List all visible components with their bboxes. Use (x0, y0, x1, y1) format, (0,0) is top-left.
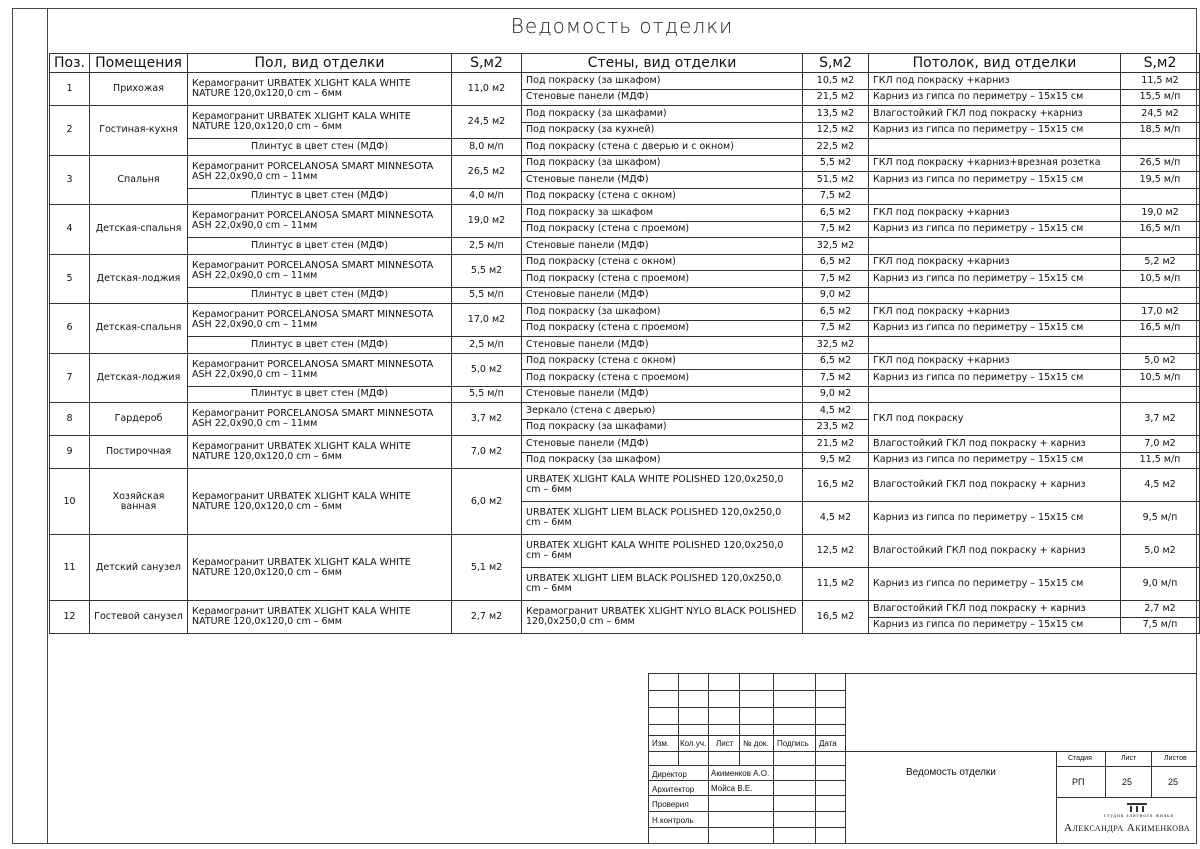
floor-finish: Керамогранит URBATEK XLIGHT KALA WHITE NATURE 120,0х120,0 cm – 6мм (188, 535, 452, 601)
page-title: Ведомость отделки (510, 14, 734, 38)
ceiling-area: 16,5 м/п (1121, 221, 1200, 238)
wall-finish: Под покраску (стена с проемом) (522, 320, 803, 337)
wall-area: 7,5 м2 (803, 188, 869, 205)
stamp-stage-label: Стадия (1068, 755, 1092, 762)
ceiling-area: 19,0 м2 (1121, 205, 1200, 222)
wall-finish: Под покраску (стена с проемом) (522, 221, 803, 238)
floor-finish: Керамогранит PORCELANOSA SMART MINNESOTA ASH 22,0х90,0 cm – 11мм (188, 155, 452, 188)
room-position: 8 (50, 403, 90, 436)
ceiling-finish: ГКЛ под покраску +карниз (869, 205, 1121, 222)
wall-area: 6,5 м2 (803, 304, 869, 321)
wall-finish: Стеновые панели (МДФ) (522, 172, 803, 189)
stamp-role-normcontrol: Н.контроль (652, 816, 694, 825)
room-position: 2 (50, 106, 90, 156)
room-position: 5 (50, 254, 90, 304)
ceiling-finish: ГКЛ под покраску +карниз+врезная розетка (869, 155, 1121, 172)
baseboard-finish: Плинтус в цвет стен (МДФ) (188, 139, 452, 156)
wall-finish: Стеновые панели (МДФ) (522, 337, 803, 354)
ceiling-finish: ГКЛ под покраску +карниз (869, 254, 1121, 271)
table-row (50, 469, 1200, 502)
table-row (50, 353, 1200, 370)
wall-finish: Под покраску (за шкафами) (522, 106, 803, 123)
wall-area: 7,5 м2 (803, 320, 869, 337)
floor-area: 2,5 м/п (452, 337, 522, 354)
floor-finish: Керамогранит PORCELANOSA SMART MINNESOTA ASH 22,0х90,0 cm – 11мм (188, 353, 452, 386)
wall-area: 5,5 м2 (803, 155, 869, 172)
wall-area: 4,5 м2 (803, 502, 869, 535)
stamp-hdr-docnum: № док. (743, 739, 769, 748)
ceiling-finish (869, 386, 1121, 403)
header-floor: Пол, вид отделки (188, 54, 452, 73)
floor-finish: Керамогранит PORCELANOSA SMART MINNESOTA ASH 22,0х90,0 cm – 11мм (188, 403, 452, 436)
table-row (50, 535, 1200, 568)
table-row (50, 188, 1200, 205)
room-name: Детская-лоджия (90, 254, 188, 304)
stamp-hdr-signature: Подпись (777, 739, 809, 748)
room-name: Хозяйская ванная (90, 469, 188, 535)
wall-finish: URBATEK XLIGHT KALA WHITE POLISHED 120,0х250,0 cm – 6мм (522, 535, 803, 568)
ceiling-finish: Влагостойкий ГКЛ под покраску + карниз (869, 469, 1121, 502)
wall-area: 13,5 м2 (803, 106, 869, 123)
floor-finish: Керамогранит URBATEK XLIGHT KALA WHITE NATURE 120,0х120,0 cm – 6мм (188, 469, 452, 535)
floor-area: 2,5 м/п (452, 238, 522, 255)
ceiling-area: 5,0 м2 (1121, 535, 1200, 568)
room-position: 9 (50, 436, 90, 469)
wall-finish: Под покраску (стена с окном) (522, 353, 803, 370)
ceiling-area (1121, 386, 1200, 403)
ceiling-finish: Карниз из гипса по периметру – 15х15 см (869, 370, 1121, 387)
ceiling-finish (869, 188, 1121, 205)
room-position: 7 (50, 353, 90, 403)
wall-area: 16,5 м2 (803, 469, 869, 502)
room-name: Гостевой санузел (90, 601, 188, 634)
floor-area: 5,5 м2 (452, 254, 522, 287)
stamp-role-director: Директор (652, 770, 687, 779)
baseboard-finish: Плинтус в цвет стен (МДФ) (188, 188, 452, 205)
floor-area: 2,7 м2 (452, 601, 522, 634)
wall-area: 6,5 м2 (803, 205, 869, 222)
floor-area: 7,0 м2 (452, 436, 522, 469)
wall-area: 7,5 м2 (803, 370, 869, 387)
ceiling-area: 3,7 м2 (1121, 403, 1200, 436)
header-room: Помещения (90, 54, 188, 73)
room-name: Прихожая (90, 73, 188, 106)
wall-area: 51,5 м2 (803, 172, 869, 189)
stamp-hdr-count: Кол.уч. (680, 739, 707, 748)
wall-area: 7,5 м2 (803, 271, 869, 288)
room-position: 4 (50, 205, 90, 255)
stamp-sheets-label: Листов (1164, 755, 1187, 762)
ceiling-area: 5,2 м2 (1121, 254, 1200, 271)
title-block (648, 673, 1197, 844)
wall-finish: Под покраску (за шкафом) (522, 73, 803, 90)
wall-area: 21,5 м2 (803, 436, 869, 453)
baseboard-finish: Плинтус в цвет стен (МДФ) (188, 287, 452, 304)
room-name: Детская-лоджия (90, 353, 188, 403)
wall-finish: URBATEK XLIGHT KALA WHITE POLISHED 120,0х250,0 cm – 6мм (522, 469, 803, 502)
ceiling-finish: Влагостойкий ГКЛ под покраску + карниз (869, 601, 1121, 618)
table-row (50, 254, 1200, 271)
header-walls: Стены, вид отделки (522, 54, 803, 73)
wall-finish: Под покраску (стена с окном) (522, 254, 803, 271)
floor-area: 17,0 м2 (452, 304, 522, 337)
ceiling-finish: Карниз из гипса по периметру – 15х15 см (869, 452, 1121, 469)
room-name: Постирочная (90, 436, 188, 469)
wall-finish: Стеновые панели (МДФ) (522, 386, 803, 403)
ceiling-area: 16,5 м/п (1121, 320, 1200, 337)
room-position: 1 (50, 73, 90, 106)
wall-finish: URBATEK XLIGHT LIEM BLACK POLISHED 120,0х250,0 cm – 6мм (522, 502, 803, 535)
floor-finish: Керамогранит PORCELANOSA SMART MINNESOTA ASH 22,0х90,0 cm – 11мм (188, 205, 452, 238)
ceiling-finish: Карниз из гипса по периметру – 15х15 см (869, 172, 1121, 189)
room-name: Детский санузел (90, 535, 188, 601)
wall-area: 4,5 м2 (803, 403, 869, 420)
stamp-name-director: Акименков А.О. (711, 769, 770, 778)
room-name: Детская-спальня (90, 304, 188, 354)
room-position: 6 (50, 304, 90, 354)
wall-area: 16,5 м2 (803, 601, 869, 634)
header-walls-area: S,м2 (803, 54, 869, 73)
floor-area: 5,0 м2 (452, 353, 522, 386)
ceiling-area: 7,5 м/п (1121, 617, 1200, 634)
floor-area: 5,1 м2 (452, 535, 522, 601)
ceiling-area (1121, 287, 1200, 304)
ceiling-area: 18,5 м/п (1121, 122, 1200, 139)
stamp-sheet: 25 (1122, 777, 1133, 787)
ceiling-area: 10,5 м/п (1121, 370, 1200, 387)
table-row (50, 139, 1200, 156)
floor-area: 11,0 м2 (452, 73, 522, 106)
stamp-role-checked: Проверил (652, 800, 689, 809)
wall-area: 32,5 м2 (803, 238, 869, 255)
table-row (50, 403, 1200, 420)
ceiling-area: 2,7 м2 (1121, 601, 1200, 618)
wall-area: 9,0 м2 (803, 386, 869, 403)
floor-area: 3,7 м2 (452, 403, 522, 436)
header-ceiling-area: S,м2 (1121, 54, 1200, 73)
room-position: 3 (50, 155, 90, 205)
floor-finish: Керамогранит URBATEK XLIGHT KALA WHITE NATURE 120,0х120,0 cm – 6мм (188, 106, 452, 139)
ceiling-finish: Влагостойкий ГКЛ под покраску + карниз (869, 436, 1121, 453)
wall-finish: Стеновые панели (МДФ) (522, 89, 803, 106)
header-floor-area: S,м2 (452, 54, 522, 73)
stamp-hdr-change: Изм. (652, 739, 670, 748)
wall-area: 9,0 м2 (803, 287, 869, 304)
ceiling-area: 7,0 м2 (1121, 436, 1200, 453)
ceiling-finish: Влагостойкий ГКЛ под покраску +карниз (869, 106, 1121, 123)
room-name: Гостиная-кухня (90, 106, 188, 156)
wall-finish: Под покраску (за шкафом) (522, 452, 803, 469)
wall-area: 12,5 м2 (803, 535, 869, 568)
wall-area: 6,5 м2 (803, 353, 869, 370)
ceiling-finish: ГКЛ под покраску (869, 403, 1121, 436)
table-row (50, 601, 1200, 618)
ceiling-finish: Карниз из гипса по периметру – 15х15 см (869, 320, 1121, 337)
header-pos: Поз. (50, 54, 90, 73)
stamp-doc-title: Ведомость отделки (906, 767, 996, 778)
wall-area: 7,5 м2 (803, 221, 869, 238)
floor-finish: Керамогранит URBATEK XLIGHT KALA WHITE NATURE 120,0х120,0 cm – 6мм (188, 601, 452, 634)
wall-area: 10,5 м2 (803, 73, 869, 90)
ceiling-area: 9,5 м/п (1121, 502, 1200, 535)
ceiling-area (1121, 139, 1200, 156)
ceiling-area: 24,5 м2 (1121, 106, 1200, 123)
baseboard-finish: Плинтус в цвет стен (МДФ) (188, 386, 452, 403)
ceiling-area (1121, 337, 1200, 354)
ceiling-finish: ГКЛ под покраску +карниз (869, 353, 1121, 370)
wall-area: 9,5 м2 (803, 452, 869, 469)
floor-area: 6,0 м2 (452, 469, 522, 535)
floor-area: 5,5 м/п (452, 287, 522, 304)
ceiling-finish: Влагостойкий ГКЛ под покраску + карниз (869, 535, 1121, 568)
floor-area: 8,0 м/п (452, 139, 522, 156)
room-name: Детская-спальня (90, 205, 188, 255)
room-name: Спальня (90, 155, 188, 205)
wall-finish: Зеркало (стена с дверью) (522, 403, 803, 420)
table-row (50, 155, 1200, 172)
wall-finish: Под покраску (за шкафом) (522, 304, 803, 321)
ceiling-finish (869, 139, 1121, 156)
table-row (50, 337, 1200, 354)
ceiling-area (1121, 238, 1200, 255)
wall-area: 21,5 м2 (803, 89, 869, 106)
table-row (50, 205, 1200, 222)
logo-title: Александра Акименкова (1064, 822, 1191, 834)
stamp-sheet-label: Лист (1121, 755, 1137, 762)
studio-logo-icon (1126, 802, 1148, 813)
table-row (50, 287, 1200, 304)
logo-subtitle: студия элитного жилья (1104, 814, 1174, 819)
baseboard-finish: Плинтус в цвет стен (МДФ) (188, 337, 452, 354)
wall-area: 23,5 м2 (803, 419, 869, 436)
table-row (50, 304, 1200, 321)
wall-finish: Стеновые панели (МДФ) (522, 287, 803, 304)
ceiling-finish: Карниз из гипса по периметру – 15х15 см (869, 617, 1121, 634)
table-header-row (50, 54, 1200, 73)
stamp-role-architect: Архитектор (652, 785, 695, 794)
floor-area: 4,0 м/п (452, 188, 522, 205)
room-position: 11 (50, 535, 90, 601)
table-row (50, 436, 1200, 453)
ceiling-area: 19,5 м/п (1121, 172, 1200, 189)
room-position: 12 (50, 601, 90, 634)
wall-finish: Керамогранит URBATEK XLIGHT NYLO BLACK POLISHED 120,0х250,0 cm – 6мм (522, 601, 803, 634)
table-row (50, 238, 1200, 255)
wall-finish: Стеновые панели (МДФ) (522, 436, 803, 453)
wall-finish: Под покраску (за кухней) (522, 122, 803, 139)
table-row (50, 73, 1200, 90)
floor-finish: Керамогранит URBATEK XLIGHT KALA WHITE NATURE 120,0х120,0 cm – 6мм (188, 73, 452, 106)
wall-area: 32,5 м2 (803, 337, 869, 354)
header-ceiling: Потолок, вид отделки (869, 54, 1121, 73)
ceiling-finish: Карниз из гипса по периметру – 15х15 см (869, 271, 1121, 288)
wall-area: 6,5 м2 (803, 254, 869, 271)
ceiling-area: 17,0 м2 (1121, 304, 1200, 321)
ceiling-area: 4,5 м2 (1121, 469, 1200, 502)
stamp-sheets: 25 (1168, 777, 1179, 787)
wall-finish: Под покраску (стена с дверью и с окном) (522, 139, 803, 156)
ceiling-finish: ГКЛ под покраску +карниз (869, 304, 1121, 321)
ceiling-area (1121, 188, 1200, 205)
ceiling-finish (869, 238, 1121, 255)
wall-area: 12,5 м2 (803, 122, 869, 139)
floor-finish: Керамогранит PORCELANOSA SMART MINNESOTA ASH 22,0х90,0 cm – 11мм (188, 254, 452, 287)
floor-area: 24,5 м2 (452, 106, 522, 139)
table-row (50, 106, 1200, 123)
room-position: 10 (50, 469, 90, 535)
ceiling-area: 10,5 м/п (1121, 271, 1200, 288)
ceiling-area: 9,0 м/п (1121, 568, 1200, 601)
ceiling-finish: Карниз из гипса по периметру – 15х15 см (869, 568, 1121, 601)
ceiling-area: 5,0 м2 (1121, 353, 1200, 370)
wall-finish: URBATEK XLIGHT LIEM BLACK POLISHED 120,0х250,0 cm – 6мм (522, 568, 803, 601)
wall-finish: Под покраску (стена с окном) (522, 188, 803, 205)
ceiling-finish (869, 287, 1121, 304)
floor-area: 19,0 м2 (452, 205, 522, 238)
ceiling-finish: Карниз из гипса по периметру – 15х15 см (869, 89, 1121, 106)
ceiling-area: 15,5 м/п (1121, 89, 1200, 106)
baseboard-finish: Плинтус в цвет стен (МДФ) (188, 238, 452, 255)
ceiling-finish: Карниз из гипса по периметру – 15х15 см (869, 221, 1121, 238)
wall-finish: Под покраску (стена с проемом) (522, 370, 803, 387)
ceiling-area: 26,5 м/п (1121, 155, 1200, 172)
floor-area: 26,5 м2 (452, 155, 522, 188)
wall-area: 22,5 м2 (803, 139, 869, 156)
wall-finish: Под покраску (за шкафом) (522, 155, 803, 172)
wall-finish: Под покраску (за шкафами) (522, 419, 803, 436)
floor-area: 5,5 м/п (452, 386, 522, 403)
stamp-hdr-sheet: Лист (716, 739, 734, 748)
ceiling-finish (869, 337, 1121, 354)
floor-finish: Керамогранит URBATEK XLIGHT KALA WHITE NATURE 120,0х120,0 cm – 6мм (188, 436, 452, 469)
wall-finish: Под покраску за шкафом (522, 205, 803, 222)
table-row (50, 386, 1200, 403)
wall-area: 11,5 м2 (803, 568, 869, 601)
wall-finish: Стеновые панели (МДФ) (522, 238, 803, 255)
ceiling-finish: ГКЛ под покраску +карниз (869, 73, 1121, 90)
floor-finish: Керамогранит PORCELANOSA SMART MINNESOTA ASH 22,0х90,0 cm – 11мм (188, 304, 452, 337)
ceiling-area: 11,5 м2 (1121, 73, 1200, 90)
stamp-name-architect: Мойса В.Е. (711, 784, 753, 793)
ceiling-area: 11,5 м/п (1121, 452, 1200, 469)
stamp-hdr-date: Дата (819, 739, 837, 748)
ceiling-finish: Карниз из гипса по периметру – 15х15 см (869, 122, 1121, 139)
room-name: Гардероб (90, 403, 188, 436)
stamp-stage: РП (1072, 777, 1085, 787)
ceiling-finish: Карниз из гипса по периметру – 15х15 см (869, 502, 1121, 535)
wall-finish: Под покраску (стена с проемом) (522, 271, 803, 288)
finish-schedule-table (49, 53, 1200, 634)
